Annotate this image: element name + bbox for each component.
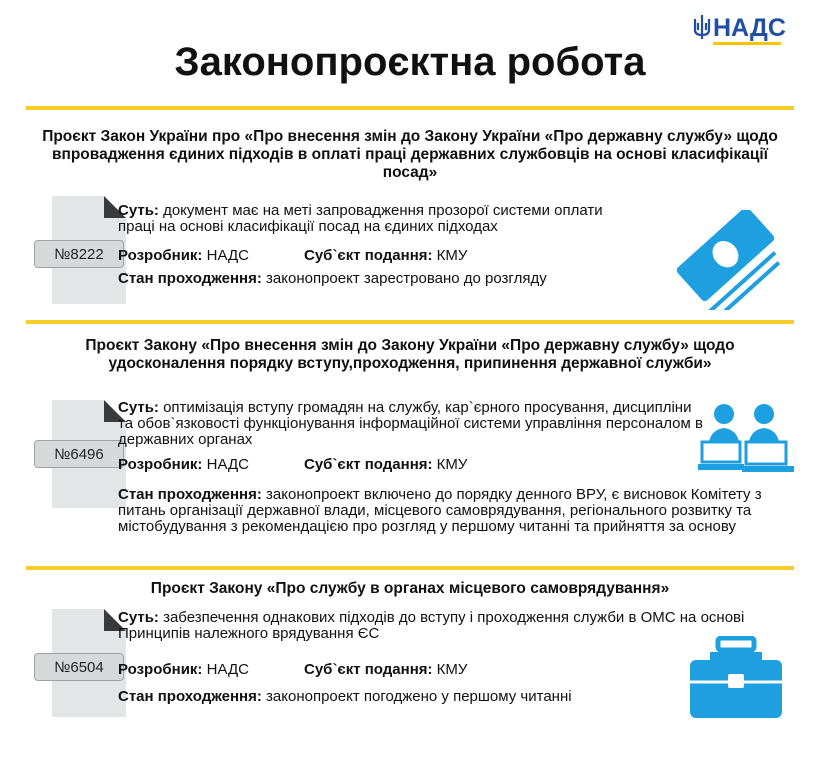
status xyxy=(118,689,572,705)
developer-value: НАДС xyxy=(206,661,249,678)
essence-text: оптимізація вступу громадян на службу, кар`єрного просування, дисципліни та обов`язковості функціонування інформаційної системи управління персоналом в державних органах xyxy=(118,399,703,448)
status-label: Стан проходження: xyxy=(118,486,262,503)
developer xyxy=(118,248,249,264)
essence-label: Суть: xyxy=(118,399,159,416)
page-title: Законопроєктна робота xyxy=(174,40,646,84)
bill-essence xyxy=(118,400,708,448)
bill-title: Проєкт Закону «Про службу в органах місцевого самоврядування» xyxy=(150,580,670,597)
developer-label: Розробник: xyxy=(118,247,203,264)
subject-value: КМУ xyxy=(436,661,468,678)
document-icon xyxy=(50,400,126,508)
bill-number: №6496 xyxy=(34,440,124,468)
developer xyxy=(118,457,249,473)
bill-essence xyxy=(118,203,638,235)
developer-label: Розробник: xyxy=(118,661,203,678)
status xyxy=(118,271,547,287)
developer-label: Розробник: xyxy=(118,456,203,473)
section-divider xyxy=(26,566,794,570)
subject-label: Суб`єкт подання: xyxy=(304,456,433,473)
developer-value: НАДС xyxy=(206,247,249,264)
section-divider xyxy=(26,106,794,110)
subject-value: КМУ xyxy=(436,456,468,473)
section-divider xyxy=(26,320,794,324)
subject-value: КМУ xyxy=(436,247,468,264)
bill-essence xyxy=(118,610,768,642)
bill-title: Проєкт Закону «Про внесення змін до Закону України «Про державну службу» щодо удосконалення порядку вступу,проходження, припинення державної служби» xyxy=(85,337,735,372)
status-label: Стан проходження: xyxy=(118,688,262,705)
users-laptop-icon xyxy=(696,398,796,478)
logo-text: НАДС xyxy=(713,14,786,42)
briefcase-icon xyxy=(688,636,784,720)
status-label: Стан проходження: xyxy=(118,270,262,287)
developer xyxy=(118,662,249,678)
essence-text: документ має на меті запровадження прозорої системи оплати праці на основі класифікації посад на єдиних підходах xyxy=(118,202,603,235)
subject-label: Суб`єкт подання: xyxy=(304,247,433,264)
subject xyxy=(304,248,467,264)
status-text: законопроект погоджено у першому читанні xyxy=(261,688,572,705)
essence-label: Суть: xyxy=(118,202,159,219)
status-text: законопроект включено до порядку денного ВРУ, є висновок Комітету з питань організації державної влади, місцевого самоврядування, регіонального розвитку та містобудування з рекомендацією про розгляд у першому читанні та прийняття за основу xyxy=(118,486,762,535)
status-text: законопроект зарестровано до розгляду xyxy=(261,270,547,287)
bill-title: Проєкт Закон України про «Про внесення змін до Закону України «Про державну службу» щодо впровадження єдиних підходів в оплаті праці державних службовців на основі класифікації посад» xyxy=(42,128,778,181)
subject xyxy=(304,457,467,473)
subject-label: Суб`єкт подання: xyxy=(304,661,433,678)
bill-number: №8222 xyxy=(34,240,124,268)
trident-icon xyxy=(693,14,711,40)
subject xyxy=(304,662,467,678)
essence-text: забезпечення однакових підходів до вступу і проходження служби в ОМС на основі Принципів належного врядування ЄС xyxy=(118,609,745,642)
document-icon xyxy=(50,196,126,304)
bill-number: №6504 xyxy=(34,653,124,681)
document-icon xyxy=(50,609,126,717)
money-icon xyxy=(668,210,788,310)
developer-value: НАДС xyxy=(206,456,249,473)
essence-label: Суть: xyxy=(118,609,159,626)
status xyxy=(118,487,778,535)
